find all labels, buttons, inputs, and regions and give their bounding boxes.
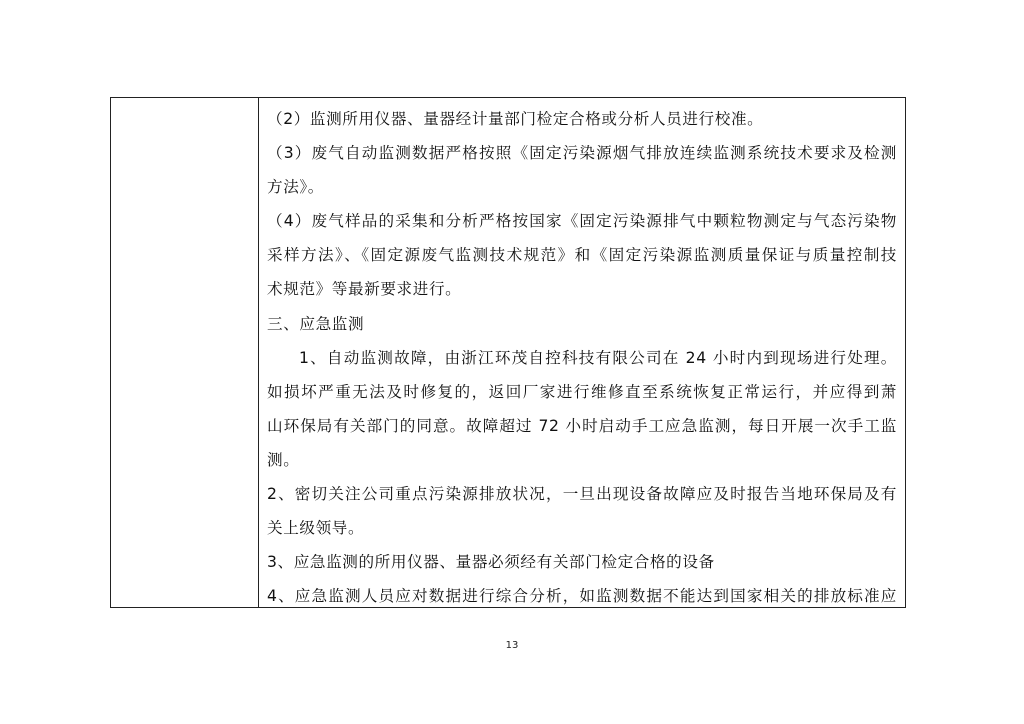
text-line: （2）监测所用仪器、量器经计量部门检定合格或分析人员进行校准。	[267, 110, 764, 128]
text-line: （4）废气样品的采集和分析严格按国家《固定污染源排气中颗粒物测定与气态污染物	[267, 212, 897, 231]
text-line: 2、密切关注公司重点污染源排放状况，一旦出现设备故障应及时报告当地环保局及有	[267, 485, 897, 504]
table-right-cell	[259, 98, 905, 607]
table-left-cell	[111, 98, 259, 607]
text-line: 测。	[267, 450, 300, 469]
text-line: 方法》。	[267, 178, 324, 197]
page-number: 13	[505, 640, 519, 651]
section-heading: 三、应急监测	[267, 314, 365, 333]
text-line: 4、应急监测人员应对数据进行综合分析，如监测数据不能达到国家相关的排放标准应	[267, 587, 897, 606]
text-line: 如损坏严重无法及时修复的，返回厂家进行维修直至系统恢复正常运行，并应得到萧	[267, 382, 897, 401]
text-line: 山环保局有关部门的同意。故障超过 72 小时启动手工应急监测，每日开展一次手工监	[267, 416, 897, 435]
content-table	[110, 97, 906, 608]
text-line: （3）废气自动监测数据严格按照《固定污染源烟气排放连续监测系统技术要求及检测	[267, 144, 897, 163]
text-line: 关上级领导。	[267, 519, 365, 538]
text-line: 3、应急监测的所用仪器、量器必须经有关部门检定合格的设备	[267, 553, 715, 572]
text-line: 1、自动监测故障，由浙江环茂自控科技有限公司在 24 小时内到现场进行处理。	[299, 348, 897, 367]
text-line: 采样方法》、《固定源废气监测技术规范》和《固定污染源监测质量保证与质量控制技	[267, 246, 897, 265]
text-line: 术规范》等最新要求进行。	[267, 280, 462, 299]
